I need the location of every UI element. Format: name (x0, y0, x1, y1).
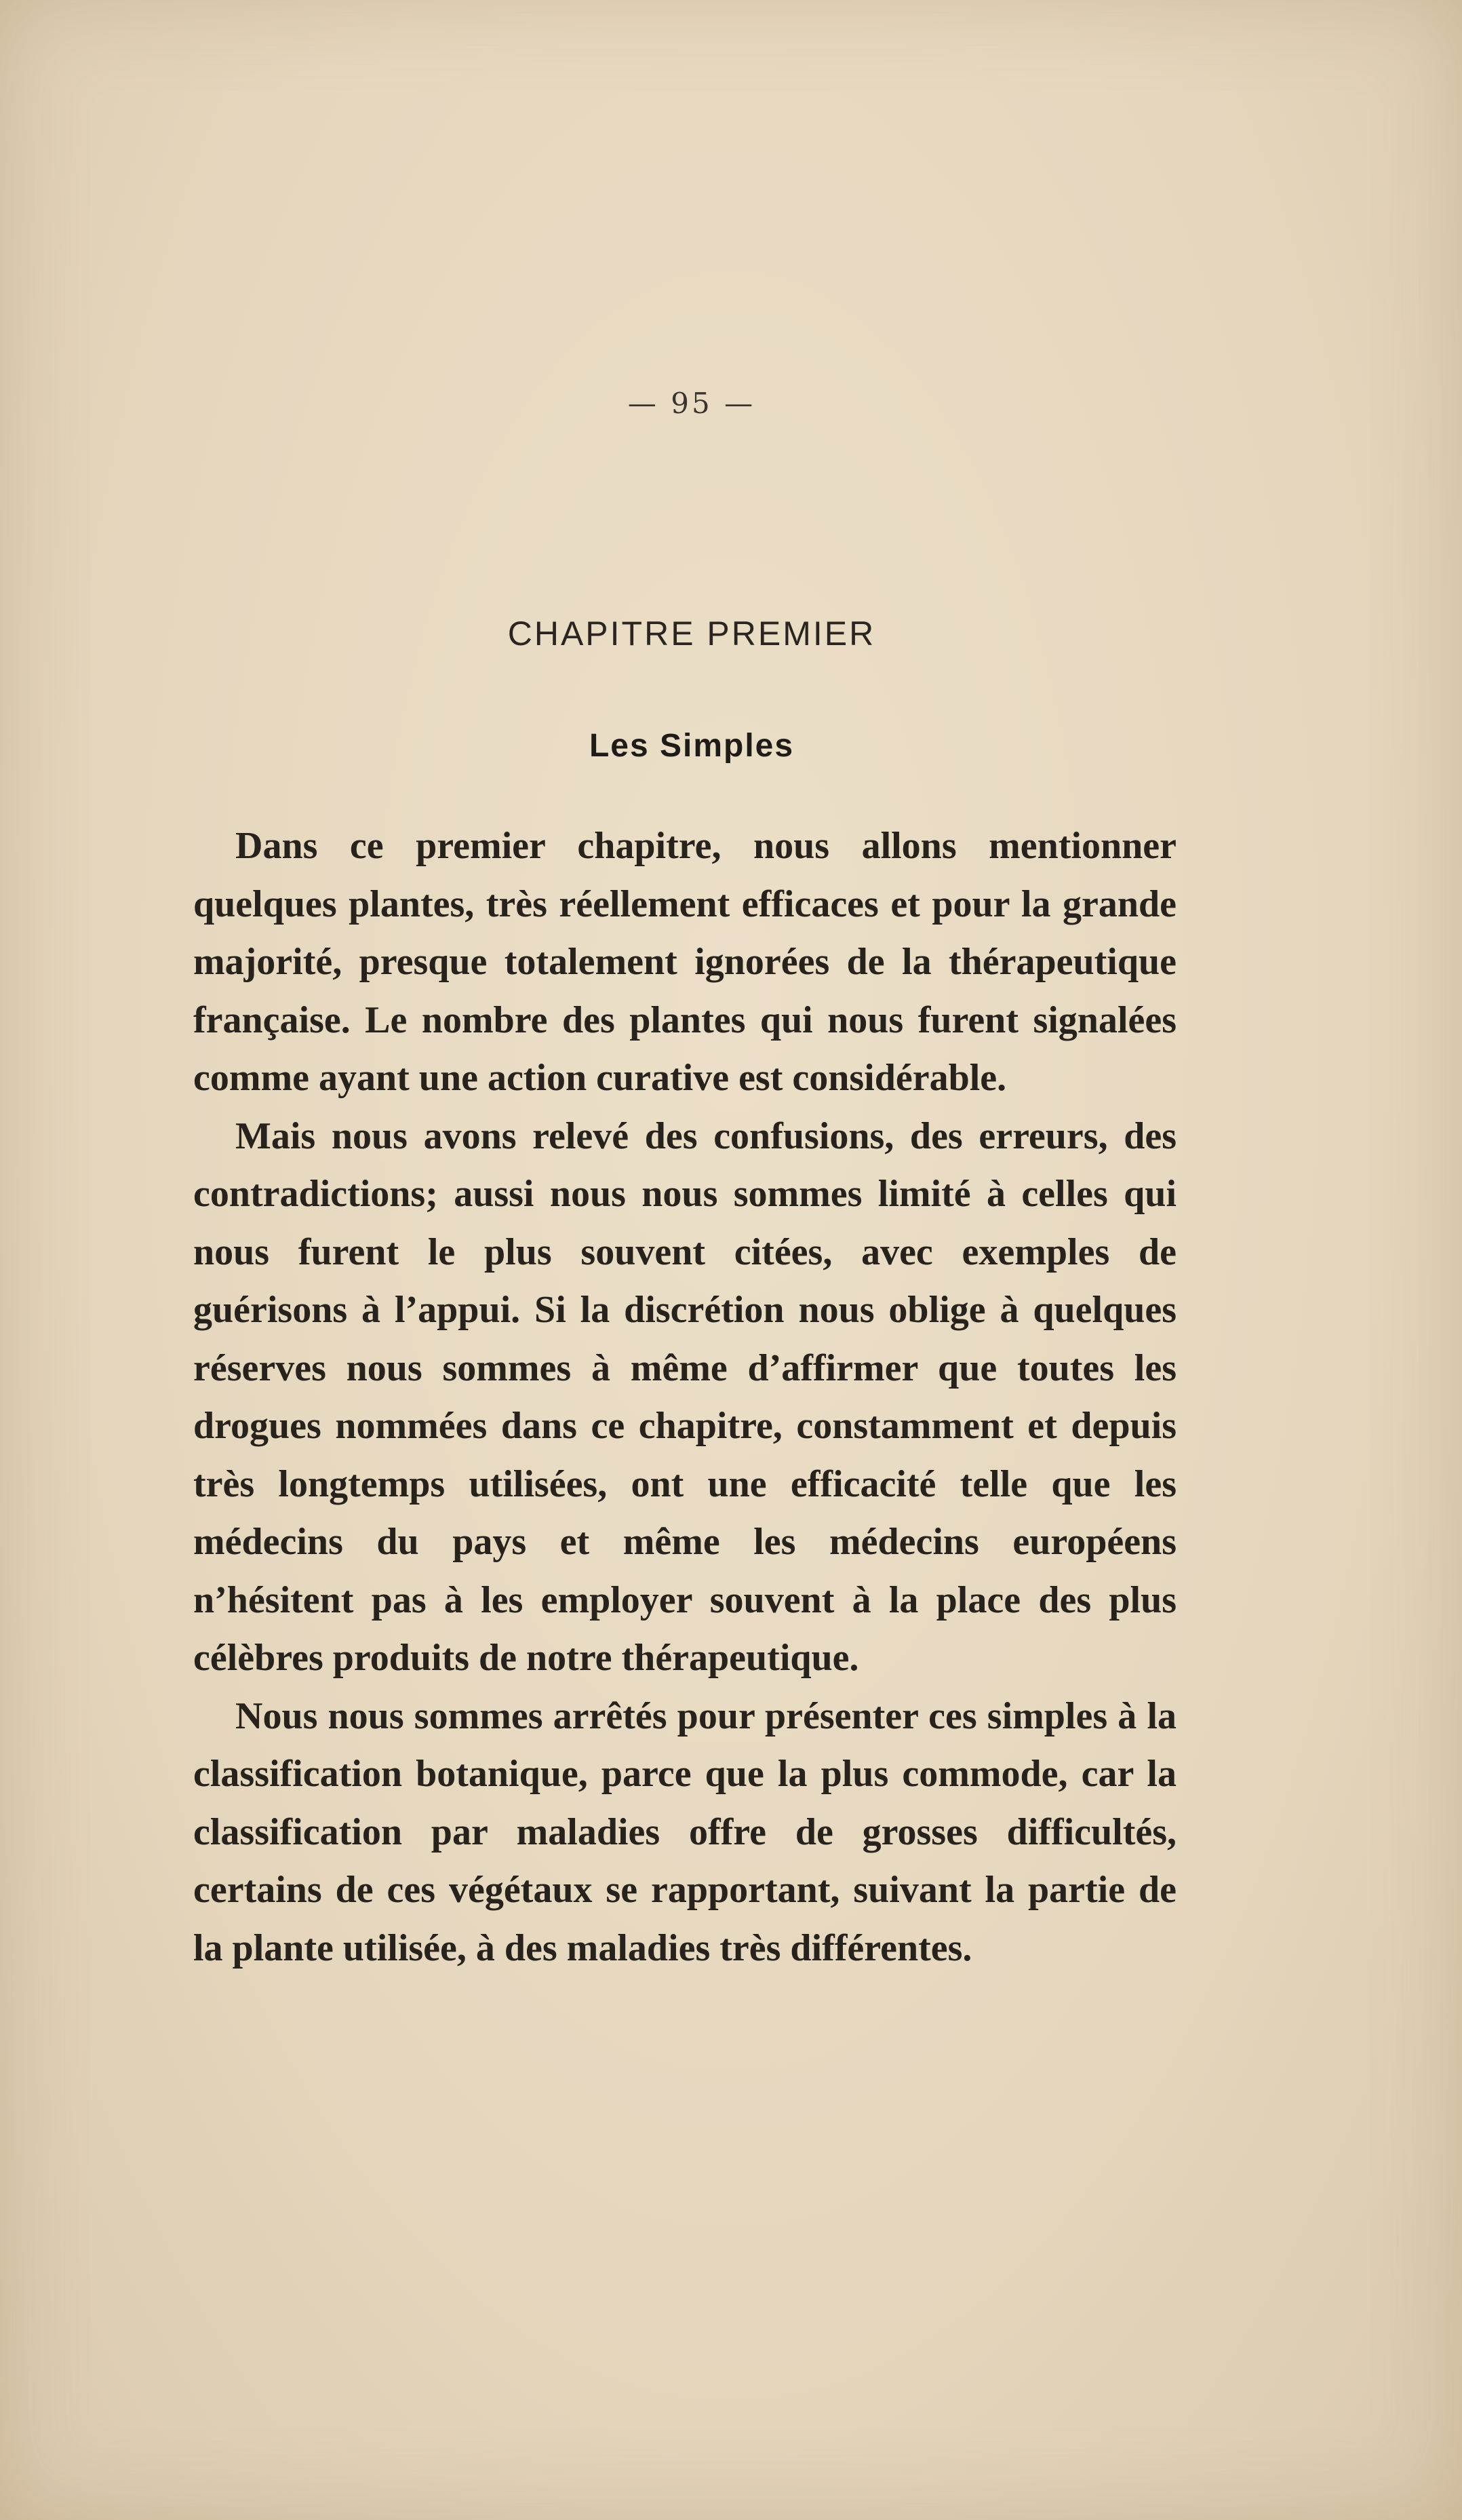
paragraph-2: Mais nous avons relevé des confusions, des erreurs, des contradictions; aussi nous nous sommes limité à celles qui nous furent le plus souvent citées, avec exemples de guérisons à l’appui. Si la discrétion nous oblige à quelques réserves nous sommes à même d’affirmer que toutes les drogues nommées dans ce chapitre, constamment et depuis très longtemps utilisées, ont une efficacité telle que les médecins du pays et même les médecins européens n’hésitent pas à les employer souvent à la place des plus célèbres produits de notre thérapeutique. (193, 1114, 1177, 1679)
paragraph-3: Nous nous sommes arrêtés pour présenter ces simples à la classification botanique, parce que la plus commode, car la classification par maladies offre de grosses difficultés, certains de ces végétaux se rapportant, suivant la partie de la plante utilisée, à des maladies très différentes. (193, 1694, 1177, 1969)
body-text (193, 817, 1177, 1977)
page-number: — 95 — (627, 387, 756, 420)
chapter-title: CHAPITRE PREMIER (507, 615, 876, 653)
section-title: Les Simples (589, 728, 795, 764)
paragraph-1: Dans ce premier chapitre, nous allons mentionner quelques plantes, très réellement efficaces et pour la grande majorité, presque totalement ignorées de la thérapeutique française. Le nombre des plantes qui nous furent signalées comme ayant une action curative est considérable. (193, 825, 1177, 1099)
